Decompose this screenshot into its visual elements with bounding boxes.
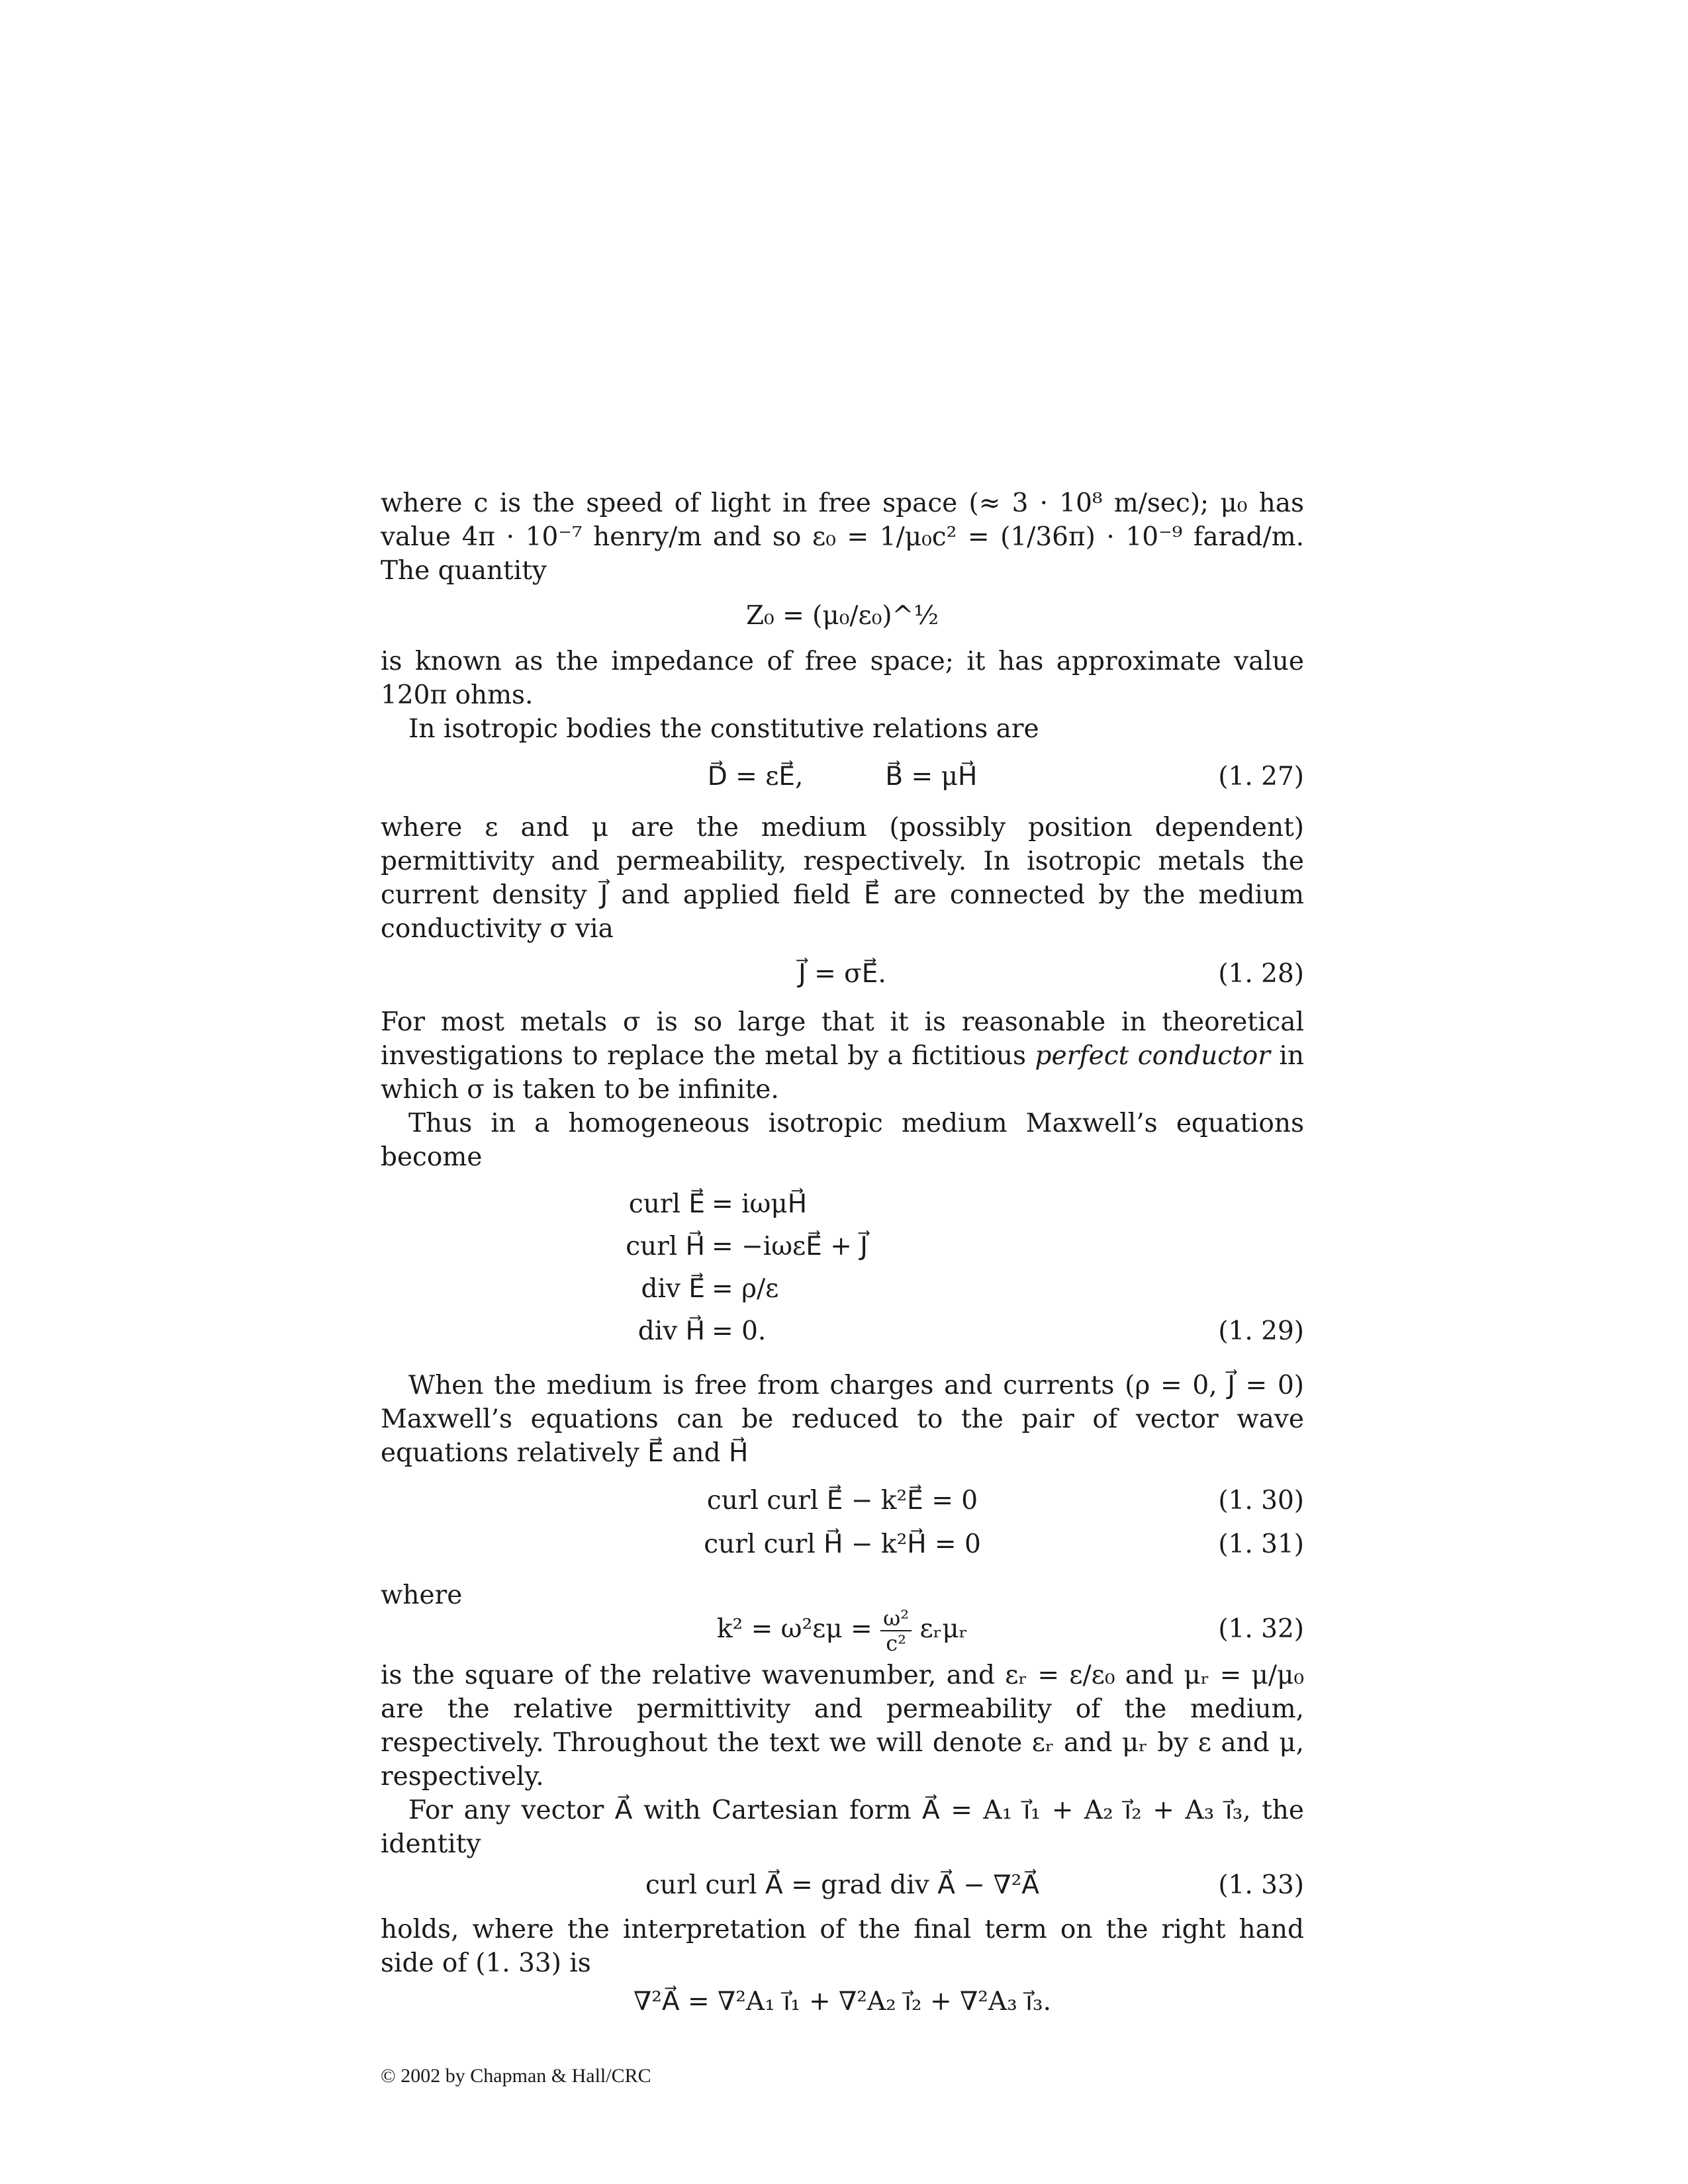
paragraph-interpretation: holds, where the interpretation of the final term on the right hand side of (1. 33) is (381, 1915, 1304, 1978)
copyright-footer: © 2002 by Chapman & Hall/CRC (381, 2065, 651, 2087)
equation-number: (1. 30) (1218, 1486, 1304, 1516)
paragraph-where: where (381, 1580, 463, 1610)
equation-number: (1. 29) (1218, 1316, 1304, 1346)
equation-number: (1. 31) (1218, 1529, 1304, 1559)
paragraph-speed-of-light: where c is the speed of light in free space (≈ 3 · 10⁸ m/sec); μ₀ has value 4π · 10⁻⁷ henry/m and so ε₀ = 1/μ₀c² = (1/36π) · 10⁻⁹ farad/m. The quantity (381, 488, 1304, 586)
equation-1-28: J⃗ = σE⃗. (1. 28) (381, 952, 1304, 996)
equation-number: (1. 33) (1218, 1870, 1304, 1900)
paragraph-wavenumber: is the square of the relative wavenumber, and εᵣ = ε/ε₀ and μᵣ = μ/μ₀ are the relative permittivity and permeability of the medium, respectively. Throughout the text we will denote εᵣ and μᵣ by ε and μ, respectively. (381, 1661, 1304, 1792)
maxwell-row: curl H⃗ = −iωεE⃗ + J⃗ (626, 1232, 868, 1261)
emphasis-perfect-conductor: perfect conductor (1035, 1041, 1270, 1071)
maxwell-row: curl E⃗ = iωμH⃗ (628, 1189, 808, 1219)
fraction: $\frac{\text{ω²}}{\text{c²}}$ (880, 1606, 912, 1655)
equation-impedance: Z₀ = (μ₀/ε₀)^½ (745, 601, 939, 631)
equation-1-30: curl curl E⃗ − k²E⃗ = 0 (1. 30) (381, 1479, 1304, 1523)
paragraph-free-charges: When the medium is free from charges and currents (ρ = 0, J⃗ = 0) Maxwell’s equations can be reduced to the pair of vector wave equations relatively E⃗ and H⃗ (381, 1371, 1304, 1468)
paragraph-vector: For any vector A⃗ with Cartesian form A⃗ = A₁ i⃗₁ + A₂ i⃗₂ + A₃ i⃗₃, the identity (381, 1796, 1304, 1859)
equation-number: (1. 28) (1218, 959, 1304, 989)
paragraph-metals: For most metals σ is so large that it is reasonable in theoretical investigations to replace the metal by a fictitious perfect conductor in which σ is taken to be infinite. (381, 1007, 1304, 1105)
equation-laplacian: ∇²A⃗ = ∇²A₁ i⃗₁ + ∇²A₂ i⃗₂ + ∇²A₃ i⃗₃. (633, 1987, 1051, 2017)
text-column (381, 486, 1304, 2024)
equation-1-32: k² = ω²εμ = $\frac{\text{ω²}}{\text{c²}}$ εᵣμᵣ (1. 32) (381, 1603, 1304, 1656)
equation-1-27: D⃗ = εE⃗, B⃗ = μH⃗ (1. 27) (381, 755, 1304, 799)
equation-1-33: curl curl A⃗ = grad div A⃗ − ∇²A⃗ (1. 33) (381, 1864, 1304, 1907)
paragraph-permittivity: where ε and μ are the medium (possibly position dependent) permittivity and permeability, respectively. In isotropic metals the current density J⃗ and applied field E⃗ are connected by the medium conductivity σ via (381, 813, 1304, 944)
equation-number: (1. 32) (1218, 1614, 1304, 1644)
paragraph-impedance: is known as the impedance of free space; it has approximate value 120π ohms. (381, 647, 1304, 710)
equation-1-31: curl curl H⃗ − k²H⃗ = 0 (1. 31) (381, 1523, 1304, 1567)
maxwell-row: div E⃗ = ρ/ε (641, 1274, 779, 1304)
paragraph-constitutive: In isotropic bodies the constitutive relations are (408, 714, 1039, 744)
equation-block-maxwell (381, 1183, 1304, 1353)
equation-number: (1. 27) (1218, 762, 1304, 792)
maxwell-row: div H⃗ = 0. (1. 29) (381, 1310, 1304, 1353)
paragraph-maxwell-intro: Thus in a homogeneous isotropic medium Maxwell’s equations become (381, 1109, 1304, 1172)
